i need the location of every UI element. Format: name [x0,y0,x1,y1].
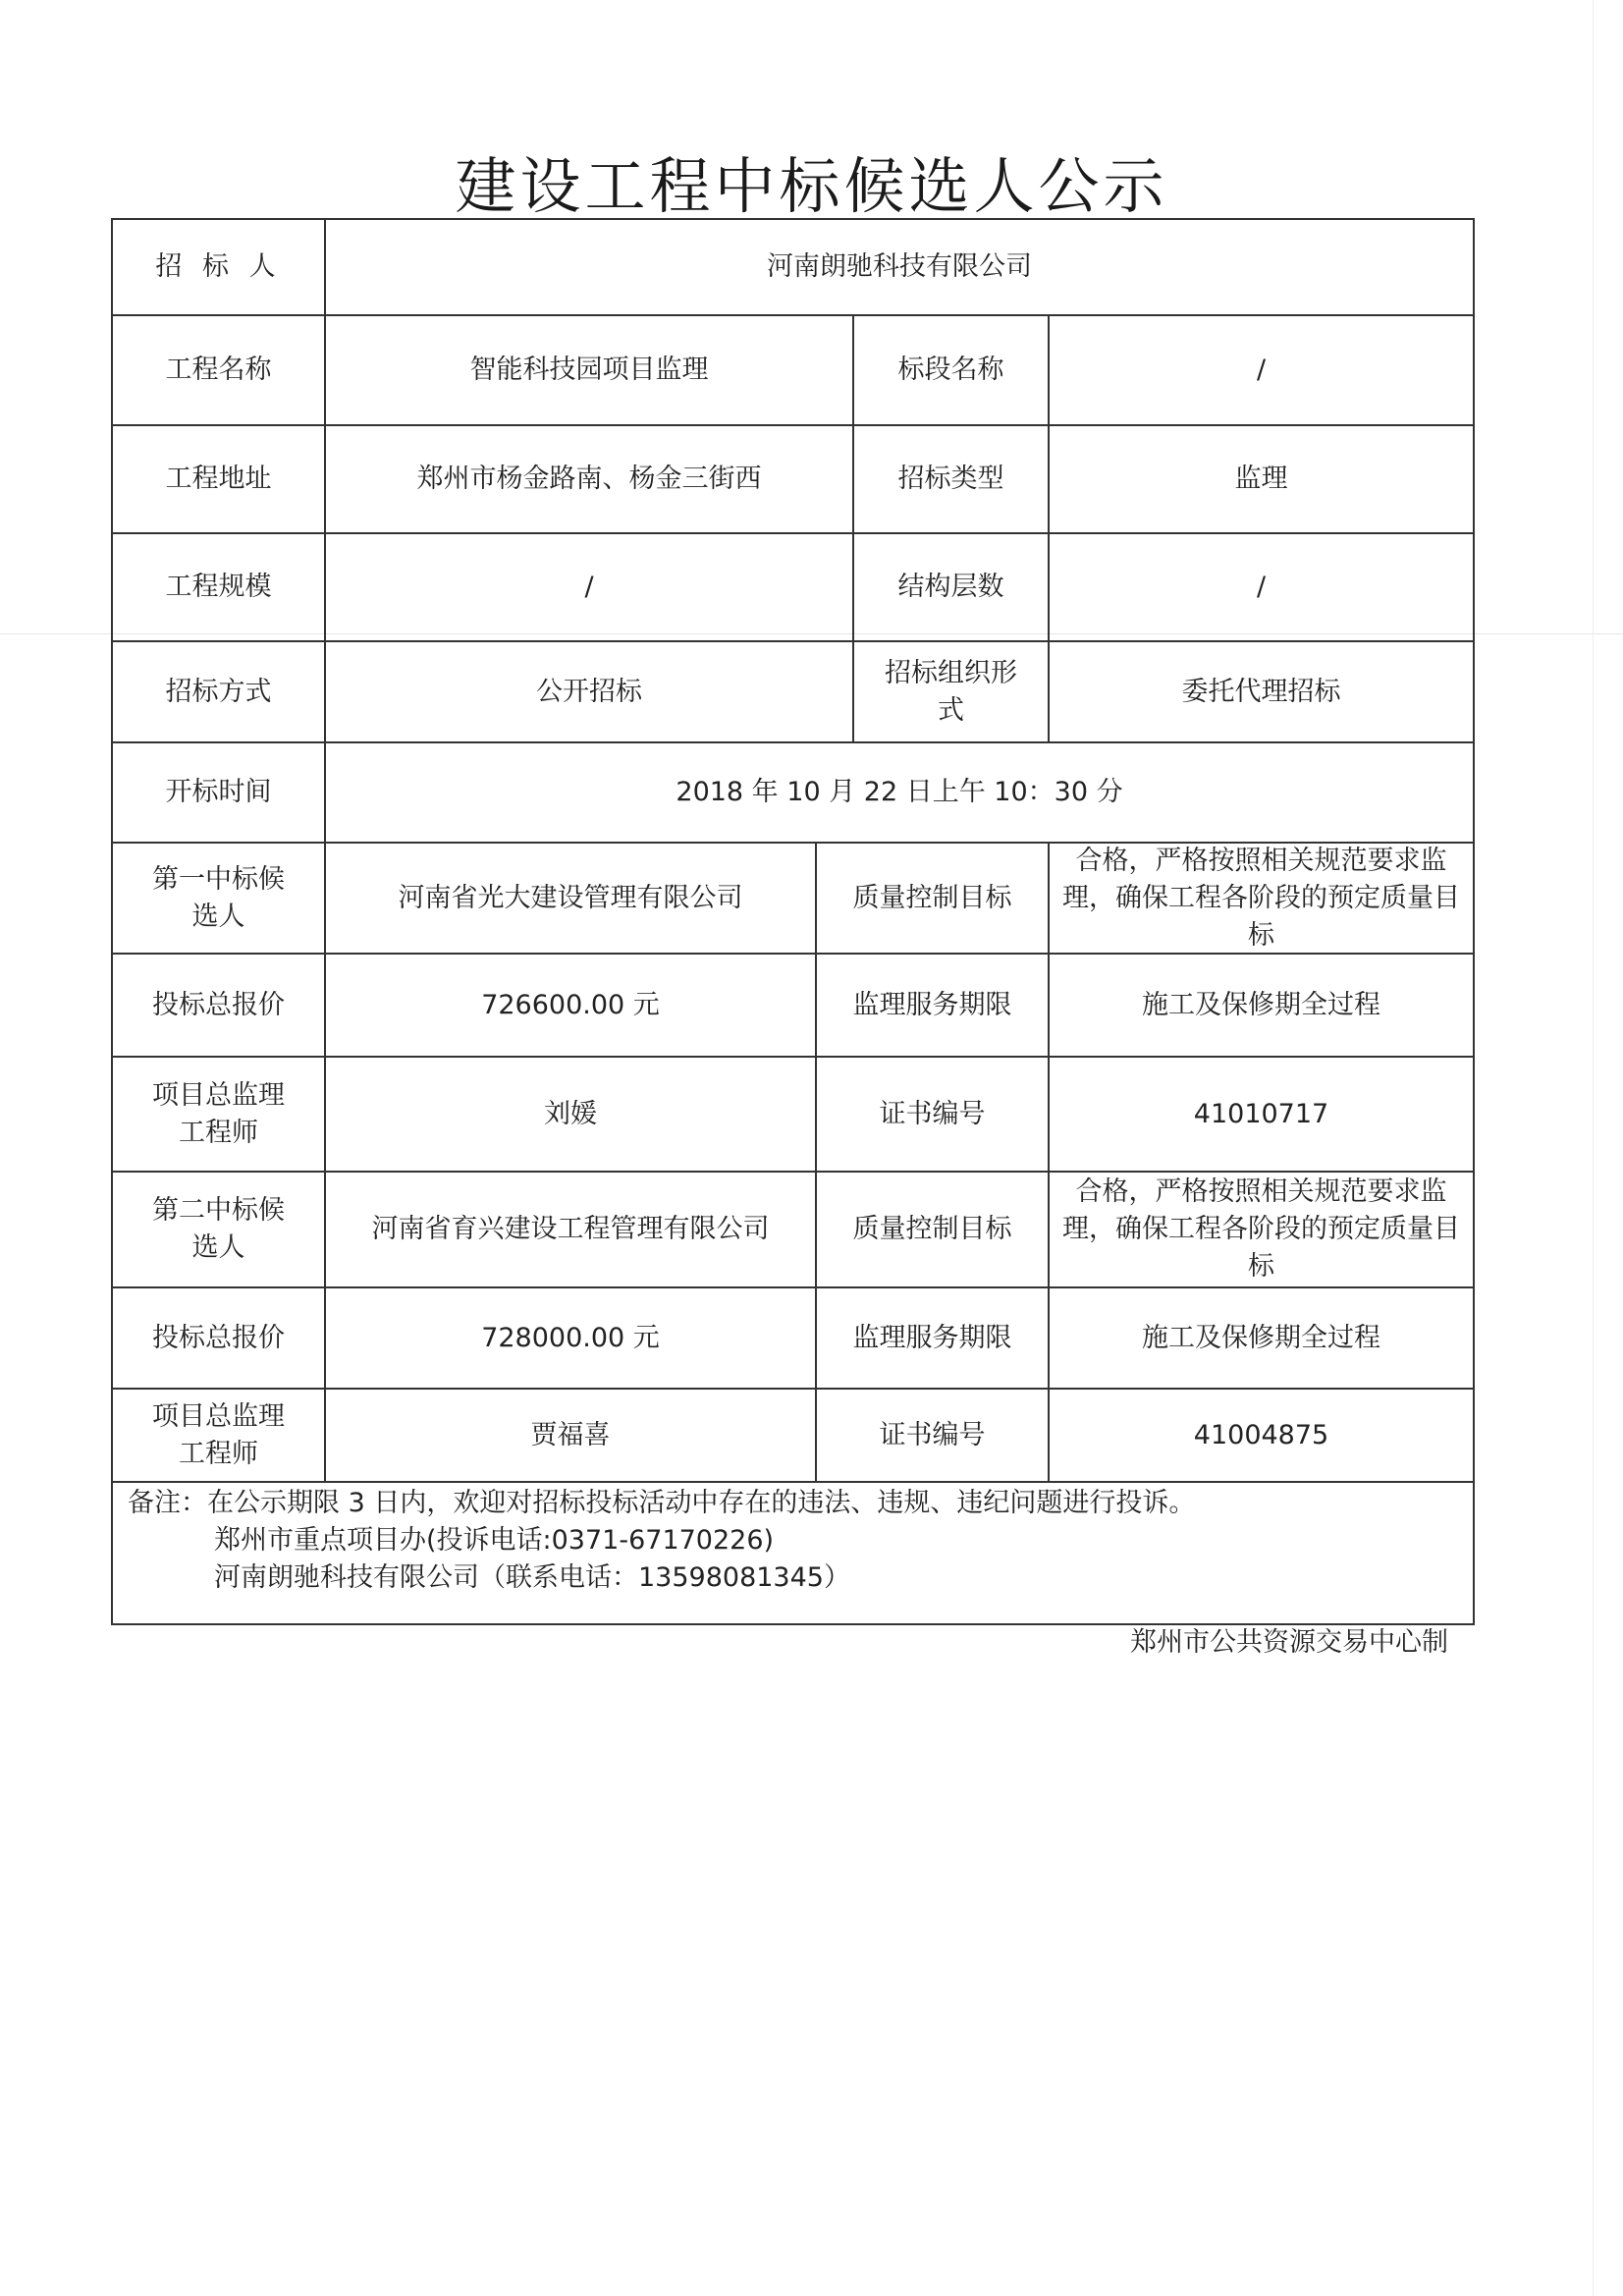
project-address-value: 郑州市杨金路南、杨金三街西 [416,464,762,494]
second-price-value: 728000.00 元 [481,1322,660,1353]
structure-floors-label: 结构层数 [897,572,1004,602]
remarks-line: 备注：在公示期限 3 日内，欢迎对招标投标活动中存在的违法、违规、违纪问题进行投诉。 [128,1488,1196,1518]
bid-method-label: 招标方式 [165,676,272,707]
issuer-footer: 郑州市公共资源交易中心制 [1130,1627,1448,1658]
scan-artifact-edge [1593,0,1594,2296]
second-candidate-label: 第二中标候选人 [152,1195,285,1263]
complaint-contact: 郑州市重点项目办(投诉电话:0371-67170226) [214,1525,775,1556]
bid-type-value: 监理 [1234,464,1288,494]
second-cert-label: 证书编号 [879,1419,986,1450]
remarks [128,1485,1195,1597]
first-candidate-label: 第一中标候选人 [152,863,285,932]
first-quality-value: 合格，严格按照相关规范要求监理，确保工程各阶段的预定质量目标 [1062,845,1460,951]
first-price-label: 投标总报价 [152,989,285,1020]
opening-time-label: 开标时间 [165,777,272,807]
second-period-value: 施工及保修期全过程 [1142,1322,1380,1353]
page-title: 建设工程中标候选人公示 [455,150,1168,222]
second-price-label: 投标总报价 [152,1322,285,1353]
project-name-value: 智能科技园项目监理 [469,355,709,385]
bid-organization-value: 委托代理招标 [1181,676,1341,707]
second-quality-label: 质量控制目标 [852,1214,1012,1244]
bid-method-value: 公开招标 [536,676,642,707]
project-name-label: 工程名称 [165,355,272,385]
opening-time-value: 2018 年 10 月 22 日上午 10：30 分 [676,777,1123,807]
second-cert-value: 41004875 [1193,1419,1329,1450]
second-candidate-name: 河南省育兴建设工程管理有限公司 [371,1214,770,1244]
first-candidate-name: 河南省光大建设管理有限公司 [398,882,743,913]
tenderer-label: 招 标 人 [155,251,282,282]
first-quality-label: 质量控制目标 [852,882,1012,913]
first-cert-value: 41010717 [1193,1098,1329,1129]
tenderer-contact: 河南朗驰科技有限公司（联系电话：13598081345） [214,1562,850,1593]
project-scale-value: / [584,572,594,602]
project-scale-label: 工程规模 [165,572,272,602]
bid-organization-label: 招标组织形式 [885,657,1017,726]
first-cert-label: 证书编号 [879,1098,986,1129]
first-period-label: 监理服务期限 [852,989,1012,1020]
second-engineer-value: 贾福喜 [530,1419,611,1450]
bid-type-label: 招标类型 [897,464,1004,494]
section-name-value: / [1256,355,1267,385]
second-engineer-label: 项目总监理工程师 [152,1400,285,1469]
first-period-value: 施工及保修期全过程 [1142,989,1380,1020]
section-name-label: 标段名称 [897,355,1004,385]
structure-floors-value: / [1256,572,1267,602]
row-divider [111,1481,1475,1483]
first-engineer-label: 项目总监理工程师 [152,1079,285,1148]
first-engineer-value: 刘媛 [544,1098,597,1129]
tenderer-value: 河南朗驰科技有限公司 [767,251,1032,282]
first-price-value: 726600.00 元 [481,989,660,1020]
second-quality-value: 合格，严格按照相关规范要求监理，确保工程各阶段的预定质量目标 [1062,1176,1460,1282]
second-period-label: 监理服务期限 [852,1322,1012,1353]
project-address-label: 工程地址 [165,464,272,494]
